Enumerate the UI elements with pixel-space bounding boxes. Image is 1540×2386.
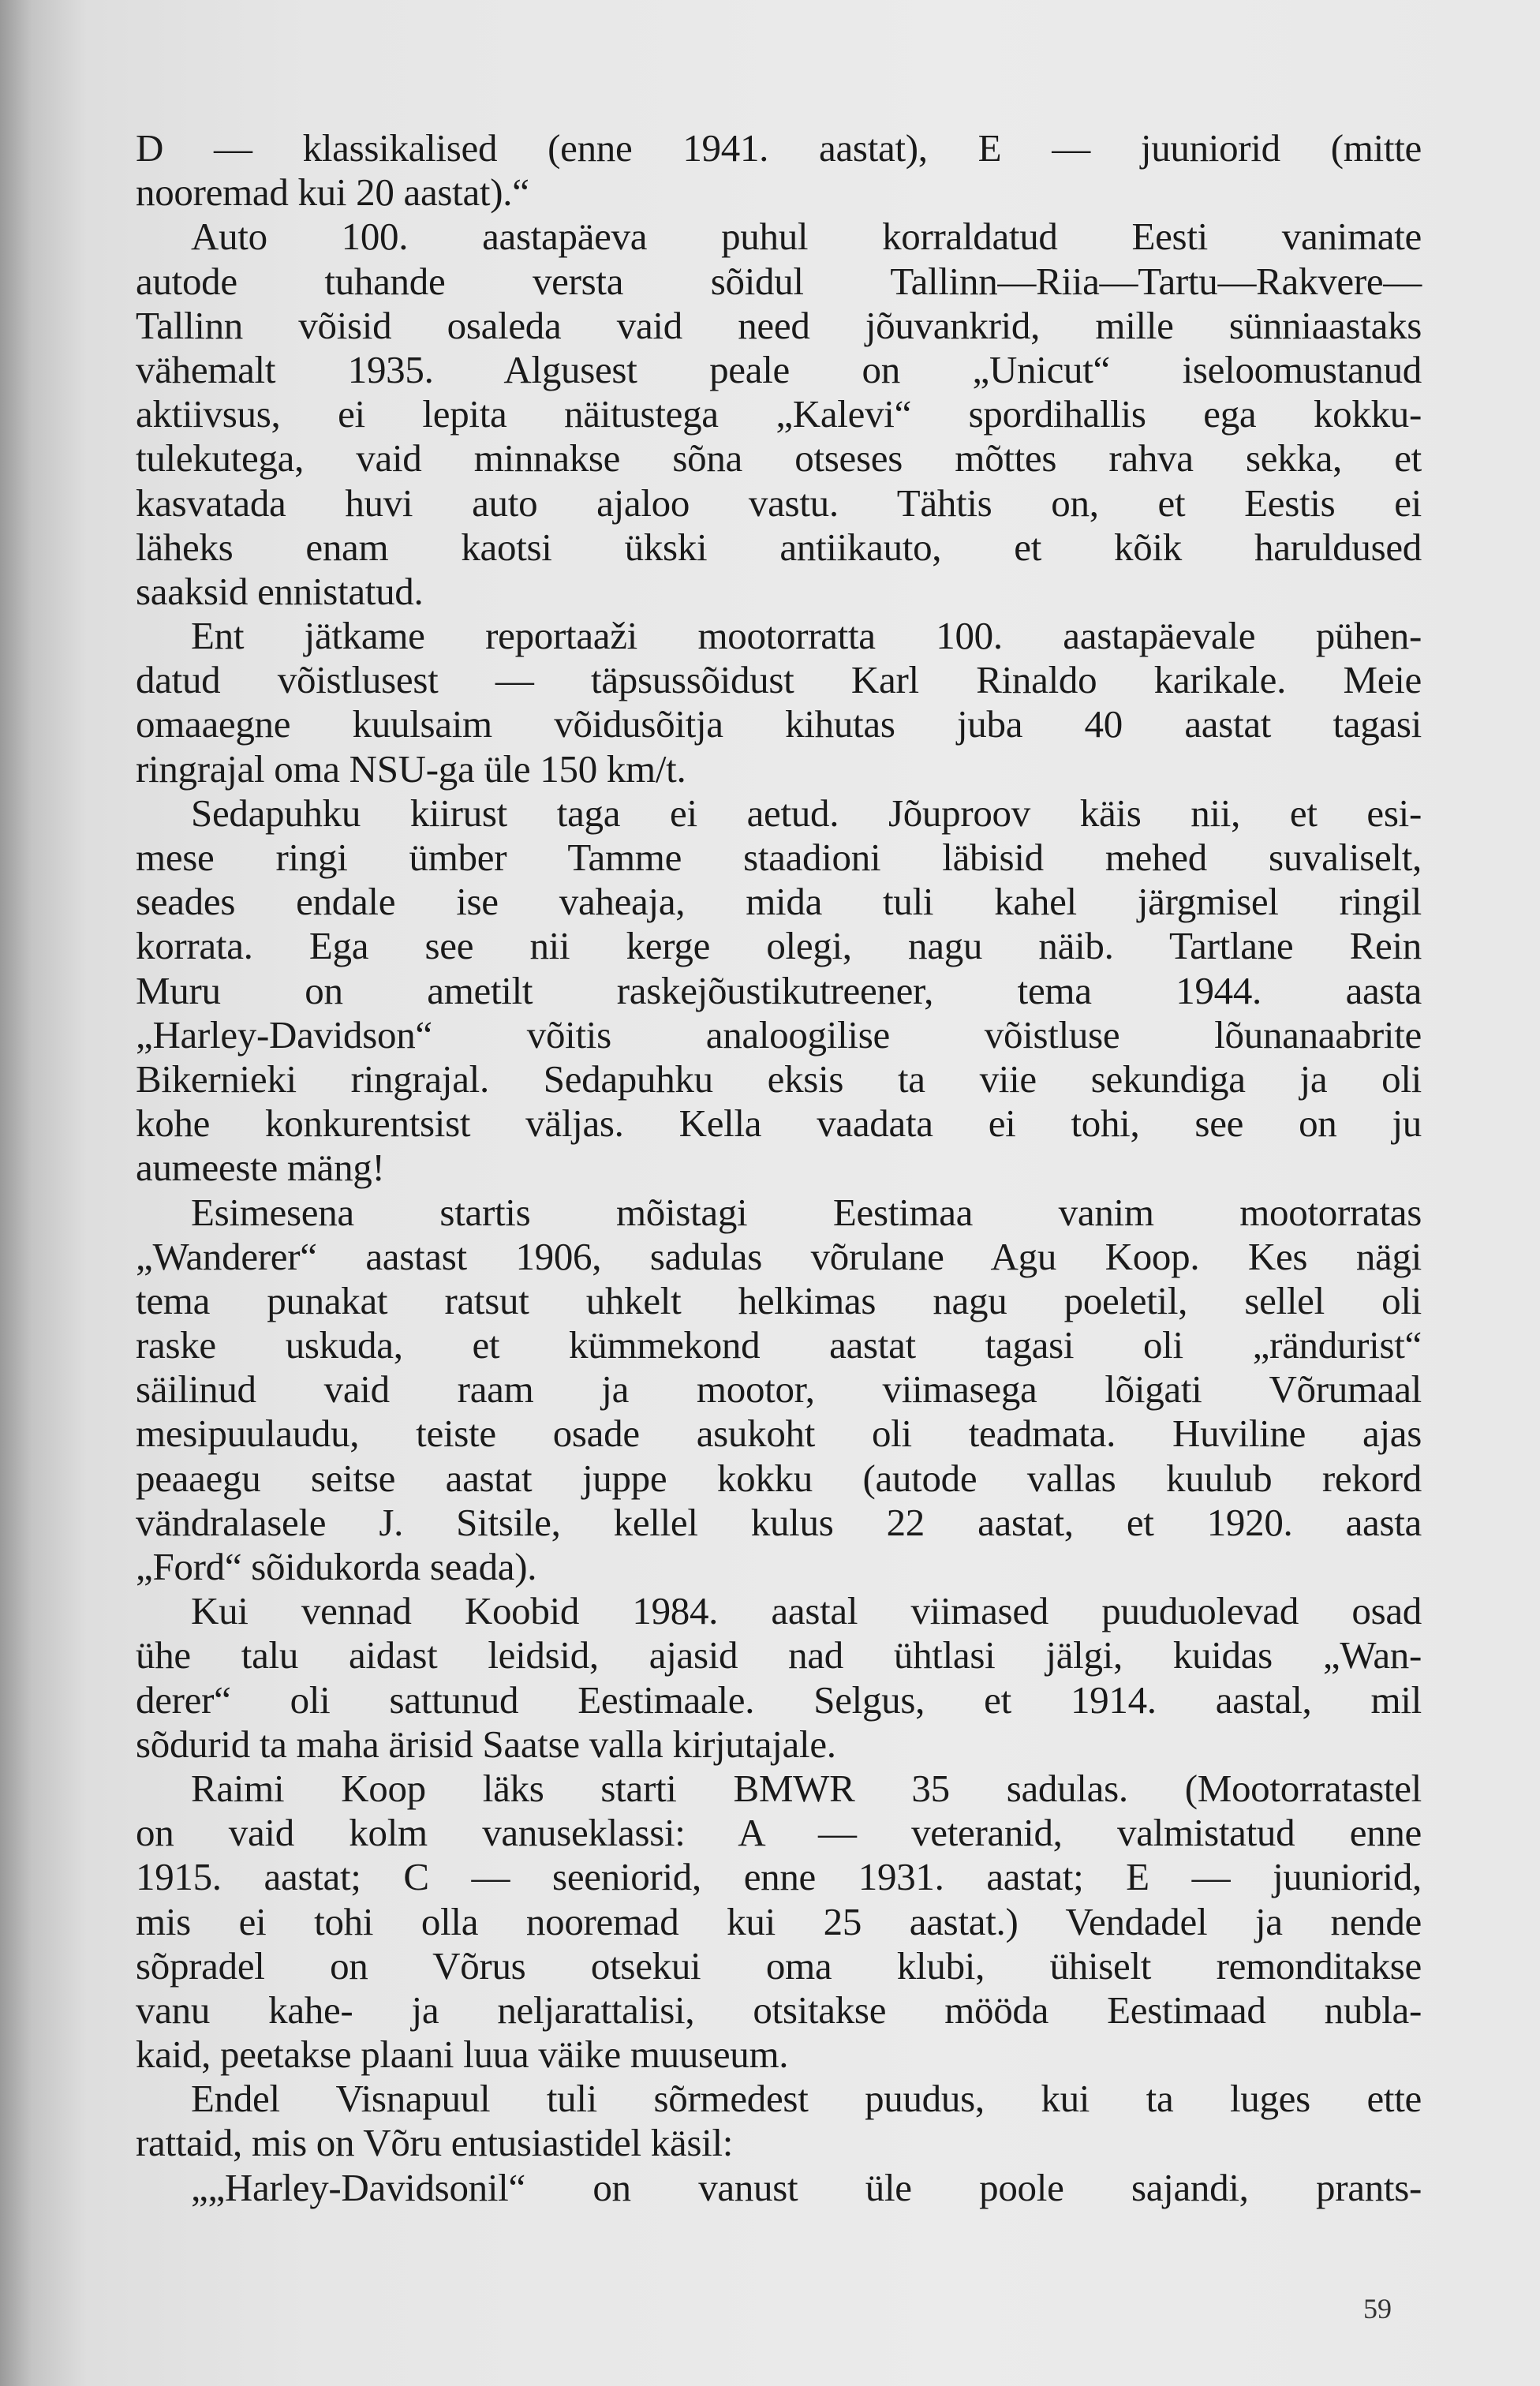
text-line: vändralasele J. Sitsile, kellel kulus 22 aastat, et 1920. aasta: [136, 1500, 1422, 1544]
text-line: tema punakat ratsut uhkelt helkimas nagu poeletil, sellel oli: [136, 1278, 1422, 1322]
text-line: ringrajal oma NSU-ga üle 150 km/t.: [136, 746, 686, 791]
text-line: Sedapuhku kiirust taga ei aetud. Jõuproov käis nii, et esi-: [191, 791, 1422, 835]
text-line: Esimesena startis mõistagi Eestimaa vanim mootorratas: [191, 1190, 1422, 1234]
text-line: Muru on ametilt raskejõustikutreener, tema 1944. aasta: [136, 968, 1422, 1012]
text-line: peaaegu seitse aastat juppe kokku (autode vallas kuulub rekord: [136, 1456, 1422, 1500]
text-line: Tallinn võisid osaleda vaid need jõuvankrid, mille sünniaastaks: [136, 303, 1422, 347]
text-line: sõpradel on Võrus otsekui oma klubi, ühiselt remonditakse: [136, 1943, 1422, 1988]
text-line: läheks enam kaotsi ükski antiikauto, et kõik haruldused: [136, 525, 1422, 569]
text-line: Ent jätkame reportaaži mootorratta 100. aastapäevale pühen-: [191, 614, 1422, 658]
text-line: raske uskuda, et kümmekond aastat tagasi oli „rändurist“: [136, 1323, 1422, 1367]
text-line: kohe konkurentsist väljas. Kella vaadata ei tohi, see on ju: [136, 1101, 1422, 1146]
text-line: mese ringi ümber Tamme staadioni läbisid mehed suvaliselt,: [136, 836, 1422, 879]
text-line: ühe talu aidast leidsid, ajasid nad ühtlasi jälgi, kuidas „Wan-: [136, 1633, 1422, 1677]
text-line: „Wanderer“ aastast 1906, sadulas võrulane Agu Koop. Kes nägi: [136, 1234, 1422, 1278]
text-line: derer“ oli sattunud Eestimaale. Selgus, et 1914. aastal, mil: [136, 1677, 1422, 1722]
page-number: 59: [1363, 2293, 1392, 2324]
text-line: mesipuulaudu, teiste osade asukoht oli teadmata. Huviline ajas: [136, 1412, 1422, 1456]
text-line: Raimi Koop läks starti BMWR 35 sadulas. (Mootorratastel: [191, 1766, 1422, 1810]
text-line: tulekutega, vaid minnakse sõna otseses mõttes rahva sekka, et: [136, 436, 1422, 481]
text-line: D — klassikalised (enne 1941. aastat), E — juuniorid (mitte: [136, 126, 1422, 170]
text-line: „Harley-Davidson“ võitis analoogilise võistluse lõunanaabrite: [136, 1012, 1422, 1056]
text-line: aumeeste mäng!: [136, 1146, 385, 1190]
text-line: datud võistlusest — täpsussõidust Karl Rinaldo karikale. Meie: [136, 658, 1422, 702]
text-line: rattaid, mis on Võru entusiastidel käsil:: [136, 2121, 734, 2165]
text-line: saaksid ennistatud.: [136, 569, 424, 613]
text-line: mis ei tohi olla nooremad kui 25 aastat.) Vendadel ja nende: [136, 1899, 1422, 1943]
text-line: „Ford“ sõidukorda seada).: [136, 1545, 537, 1588]
text-line: Bikernieki ringrajal. Sedapuhku eksis ta viie sekundiga ja oli: [136, 1056, 1422, 1101]
text-line: kaid, peetakse plaani luua väike muuseum.: [136, 2033, 789, 2077]
text-line: kasvatada huvi auto ajaloo vastu. Tähtis on, et Eestis ei: [136, 481, 1422, 525]
page-body-text: [136, 126, 1422, 2210]
text-line: vanu kahe- ja neljarattalisi, otsitakse mööda Eestimaad nubla-: [136, 1988, 1422, 2032]
text-line: säilinud vaid raam ja mootor, viimasega lõigati Võrumaal: [136, 1367, 1422, 1412]
text-line: Endel Visnapuul tuli sõrmedest puudus, kui ta luges ette: [191, 2077, 1422, 2121]
text-line: sõdurid ta maha ärisid Saatse valla kirjutajale.: [136, 1722, 836, 1766]
text-line: on vaid kolm vanuseklassi: A — veteranid, valmistatud enne: [136, 1811, 1422, 1855]
text-line: 1915. aastat; C — seeniorid, enne 1931. aastat; E — juuniorid,: [136, 1855, 1422, 1899]
text-line: omaaegne kuulsaim võidusõitja kihutas juba 40 aastat tagasi: [136, 702, 1422, 746]
text-line: autode tuhande versta sõidul Tallinn—Riia—Tartu—Rakvere—: [136, 259, 1422, 303]
text-line: vähemalt 1935. Algusest peale on „Unicut“ iseloomustanud: [136, 347, 1422, 391]
text-line: „„Harley-Davidsonil“ on vanust üle poole sajandi, prants-: [191, 2165, 1422, 2209]
text-line: Auto 100. aastapäeva puhul korraldatud Eesti vanimate: [191, 215, 1422, 259]
text-line: Kui vennad Koobid 1984. aastal viimased puuduolevad osad: [191, 1589, 1422, 1633]
text-line: nooremad kui 20 aastat).“: [136, 170, 529, 215]
text-line: seades endale ise vaheaja, mida tuli kahel järgmisel ringil: [136, 880, 1422, 924]
text-line: aktiivsus, ei lepita näitustega „Kalevi“ spordihallis ega kokku-: [136, 392, 1422, 436]
text-line: korrata. Ega see nii kerge olegi, nagu näib. Tartlane Rein: [136, 924, 1422, 968]
